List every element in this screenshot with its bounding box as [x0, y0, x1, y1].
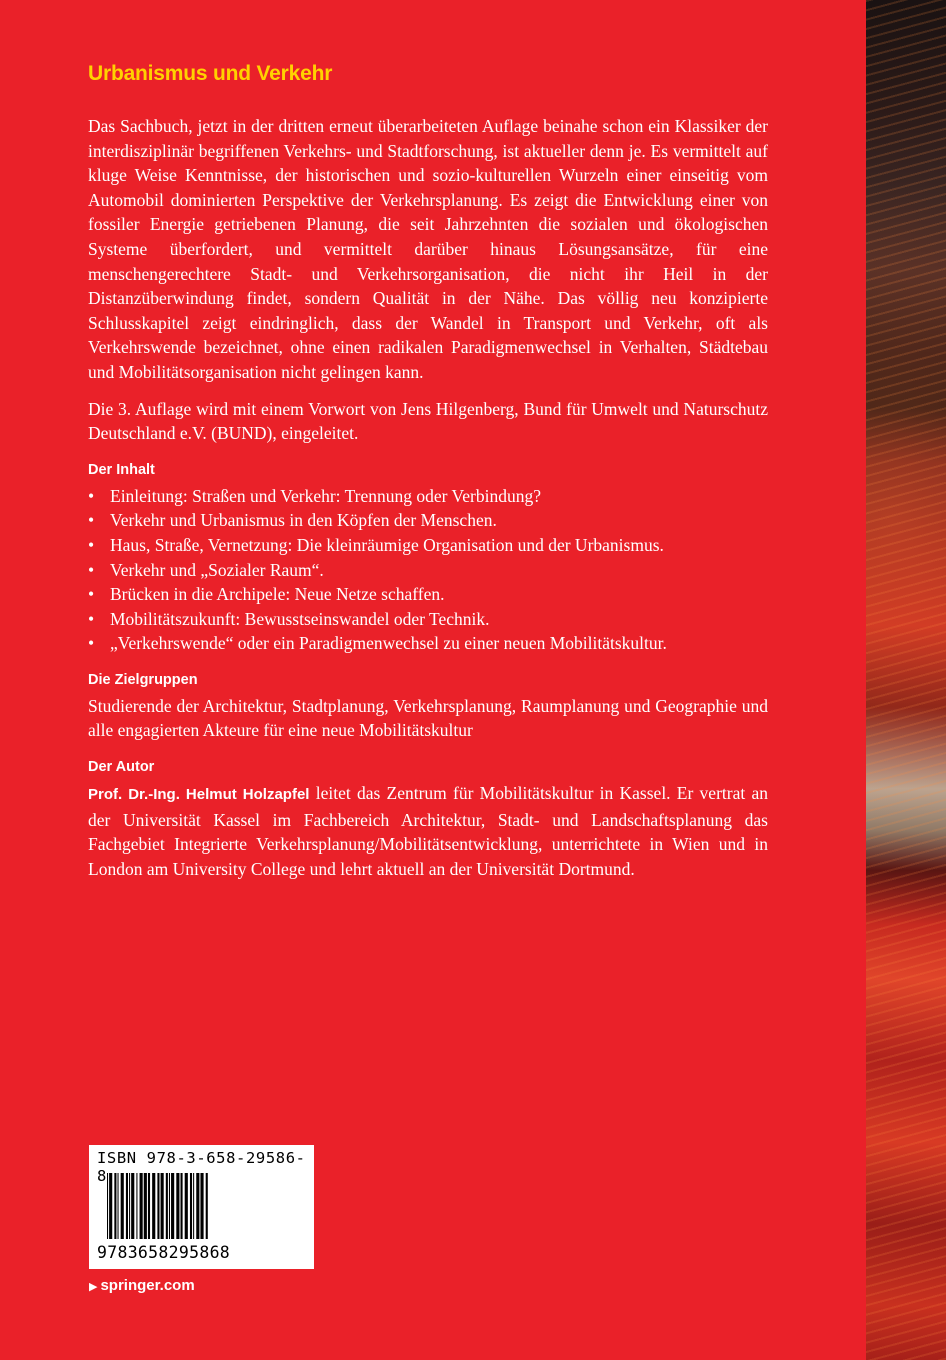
barcode-bar — [193, 1173, 194, 1239]
list-item — [88, 558, 768, 583]
author-bio — [88, 781, 768, 881]
author-name: Prof. Dr.-Ing. Helmut Holzapfel — [88, 786, 310, 804]
list-item — [88, 508, 768, 533]
barcode-bar — [166, 1173, 168, 1239]
description-paragraph: Das Sachbuch, jetzt in der dritten erneut überarbeiteten Auflage beinahe schon ein Klassiker der interdisziplinär begriffenen Verkehrs- und Stadtforschung, ist aktueller denn je. Es vermittelt auf kluge Weise Kenntnisse, der historischen und sozio-kulturellen Wurzeln einer einseitig vom Automobil dominierten Perspektive der Verkehrsplanung. Es zeigt die Entwicklung einer von fossiler Energie getriebenen Planung, die seit Jahrzehnten die sozialen und ökologischen Systeme überfordert, und vermittelt darüber hinaus Lösungsansätze, für eine menschengerechtere Stadt- und Verkehrsorganisation, die nicht ihr Heil in der Distanzüberwindung findet, sondern Qualität in der Nähe. Das völlig neu konzipierte Schlusskapitel zeigt eindringlich, dass der Wandel in Transport und Verkehr, oft als Verkehrswende bezeichnet, ohne einen radikalen Paradigmenwechsel in Verhalten, Städtebau und Mobilitätsorganisation nicht gelingen kann. — [88, 116, 768, 382]
barcode-bar — [190, 1173, 192, 1239]
list-item — [88, 582, 768, 607]
author-bio-text: leitet das Zentrum für Mobilitätskultur in Kassel. Er vertrat an der Universität Kassel im Fachbereich Architektur, Stadt- und Landschaftsplanung das Fachgebiet Integrierte Verkehrsplanung/Mobilitätsentwicklung, unterrichtete in Wien und in London am University College und lehrt aktuell an der Universität Dortmund. — [88, 783, 768, 879]
barcode-bar — [136, 1173, 137, 1239]
book-title: Urbanismus und Verkehr — [88, 62, 333, 85]
barcode-bar — [200, 1173, 203, 1239]
barcode-bar — [181, 1173, 183, 1239]
list-item — [88, 533, 768, 558]
barcode-bar — [131, 1173, 134, 1239]
list-item-text: Einleitung: Straßen und Verkehr: Trennung oder Verbindung? — [110, 485, 541, 506]
publisher-link[interactable] — [89, 1277, 195, 1294]
barcode-bar — [169, 1173, 170, 1239]
barcode-bar — [121, 1173, 124, 1239]
barcode-bar — [118, 1173, 119, 1239]
bullet-icon: • — [88, 534, 95, 555]
bullet-icon: • — [88, 584, 95, 605]
bullet-icon: • — [88, 510, 95, 531]
contents-list — [88, 484, 768, 656]
bullet-icon: • — [88, 559, 95, 580]
list-item-text: Mobilitätszukunft: Bewusstseinswandel oder Technik. — [110, 608, 490, 629]
barcode-bar — [126, 1173, 128, 1239]
barcode-bar — [152, 1173, 155, 1239]
list-item-text: Verkehr und „Sozialer Raum“. — [110, 559, 324, 580]
publisher-url: springer.com — [100, 1277, 195, 1294]
list-item-text: Verkehr und Urbanismus in den Köpfen der Menschen. — [110, 510, 497, 531]
autor-heading: Der Autor — [88, 759, 155, 776]
barcode-digits: 9783658295868 — [97, 1243, 231, 1262]
barcode-bar — [157, 1173, 159, 1239]
barcode-bar — [114, 1173, 116, 1239]
isbn-barcode — [89, 1145, 314, 1269]
barcode-bar — [148, 1173, 150, 1239]
bullet-icon: • — [88, 608, 95, 629]
barcode-bar — [206, 1173, 208, 1239]
bullet-icon: • — [88, 485, 95, 506]
list-item-text: Brücken in die Archipele: Neue Netze schaffen. — [110, 584, 445, 605]
foreword-paragraph: Die 3. Auflage wird mit einem Vorwort von Jens Hilgenberg, Bund für Umwelt und Naturschutz Deutschland e.V. (BUND), eingeleitet. — [88, 398, 768, 444]
list-item-text: „Verkehrswende“ oder ein Paradigmenwechsel zu einer neuen Mobilitätskultur. — [110, 633, 667, 654]
list-item — [88, 631, 768, 656]
arrow-right-icon: ▶ — [89, 1281, 98, 1293]
list-item-text: Haus, Straße, Vernetzung: Die kleinräumige Organisation und der Urbanismus. — [110, 534, 664, 555]
barcode-bar — [196, 1173, 199, 1239]
cover-photo-strip — [866, 0, 946, 1360]
barcode-bar — [140, 1173, 143, 1239]
zielgruppen-text: Studierende der Architektur, Stadtplanung, Verkehrsplanung, Raumplanung und Geographie und alle engagierten Akteure für eine neue Mobilitätskultur — [88, 695, 768, 741]
barcode-bar — [161, 1173, 164, 1239]
barcode-bar — [109, 1173, 112, 1239]
list-item — [88, 607, 768, 632]
barcode-bar — [171, 1173, 174, 1239]
barcode-bar — [129, 1173, 130, 1239]
barcode-bars — [105, 1173, 305, 1239]
barcode-bar — [107, 1173, 108, 1239]
bullet-icon: • — [88, 633, 95, 654]
barcode-bar — [144, 1173, 147, 1239]
inhalt-heading: Der Inhalt — [88, 461, 155, 478]
zielgruppen-heading: Die Zielgruppen — [88, 671, 198, 688]
barcode-bar — [185, 1173, 188, 1239]
back-cover-text — [88, 60, 768, 893]
barcode-bar — [176, 1173, 179, 1239]
list-item — [88, 484, 768, 509]
isbn-label: ISBN 978-3-658-29586-8 — [97, 1149, 306, 1185]
